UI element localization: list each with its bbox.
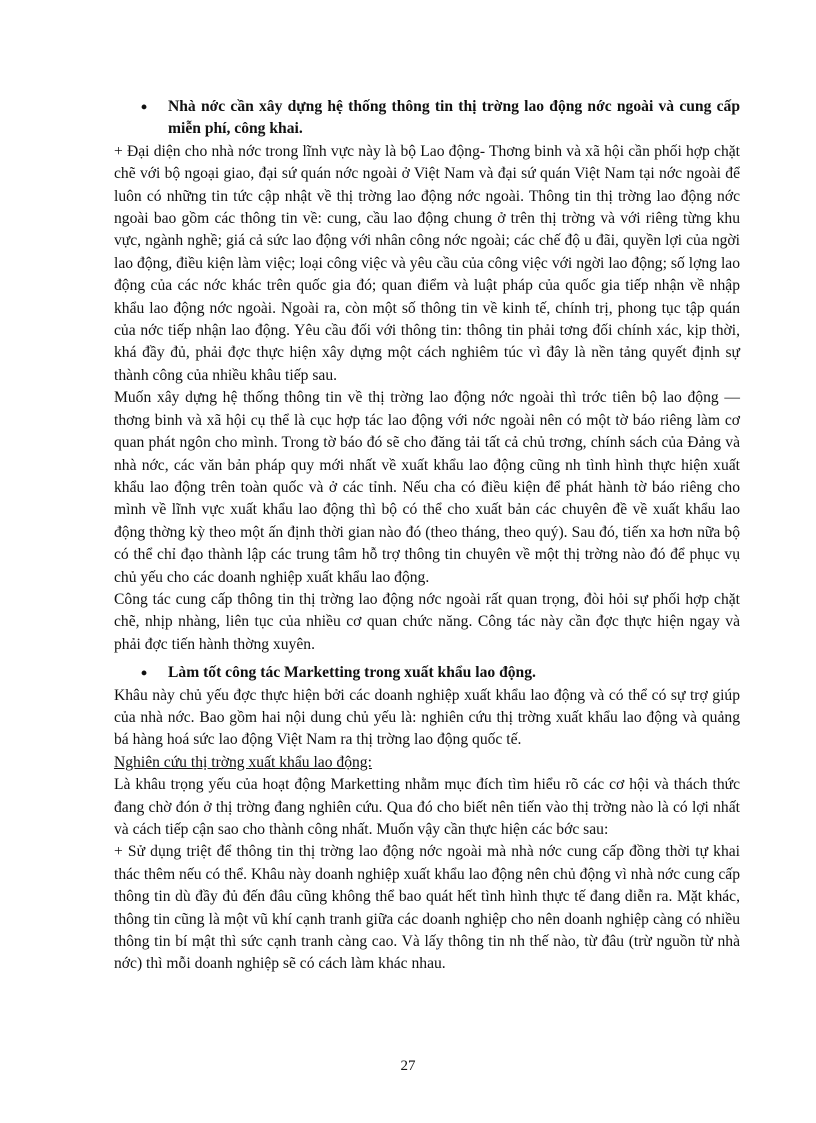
paragraph: Là khâu trọng yếu của hoạt động Marketting nhằm mục đích tìm hiểu rõ các cơ hội và thách thức đang chờ đón ở thị trờng đang nghiên cứu. Qua đó cho biết nên tiến vào thị trờng nào là có lợi nhất và cách tiếp cận sao cho thành công nhất. Muốn vậy cần thực hiện các bớc sau: [114, 776, 740, 838]
heading-marketing [114, 662, 740, 684]
heading-text: Nhà nớc cần xây dựng hệ thống thông tin thị trờng lao động nớc ngoài và cung cấp miễn phí, công khai. [168, 98, 740, 138]
paragraph: Muốn xây dựng hệ thống thông tin về thị trờng lao động nớc ngoài thì trớc tiên bộ lao động — thơng binh và xã hội cụ thể là cục hợp tác lao động với nớc ngoài nên có một tờ báo riêng làm cơ quan phát ngôn cho mình. Trong tờ báo đó sẽ cho đăng tải tất cả chủ trơng, chính sách của Đảng và nhà nớc, các văn bản pháp quy mới nhất về xuất khẩu lao động cũng nh tình hình thực hiện xuất khẩu lao động trên toàn quốc và ở các tỉnh. Nếu cha có điều kiện để phát hành tờ báo riêng cho mình về lĩnh vực xuất khẩu lao động thì bộ có thể cho xuất bản các chuyên đề về xuất khẩu lao động thờng kỳ theo một ấn định thời gian nào đó (theo tháng, theo quý). Sau đó, tiến xa hơn nữa bộ có thể chỉ đạo thành lập các trung tâm hỗ trợ thông tin chuyên về một thị trờng nào đó để phục vụ chủ yếu cho các doanh nghiệp xuất khẩu lao động. [114, 389, 740, 586]
paragraph: + Đại diện cho nhà nớc trong lĩnh vực này là bộ Lao động- Thơng binh và xã hội cần phối hợp chặt chẽ với bộ ngoại giao, đại sứ quán nớc ngoài ở Việt Nam và đại sứ quán Việt Nam tại nớc ngoài để luôn có những tin tức cập nhật về thị trờng lao động nớc ngoài. Thông tin thị trờng lao động nớc ngoài bao gồm các thông tin về: cung, cầu lao động chung ở trên thị trờng và với riêng từng khu vực, ngành nghề; giá cả sức lao động với nhân công nớc ngoài; các chế độ u đãi, quyền lợi của ngời lao động, điều kiện làm việc; loại công việc và yêu cầu của công việc với ngời lao động; số lợng lao động của các nớc khác trên quốc gia đó; quan điểm và luật pháp của quốc gia tiếp nhận về nhập khẩu lao động nớc ngoài. Ngoài ra, còn một số thông tin về kinh tế, chính trị, phong tục tập quán của nớc tiếp nhận lao động. Yêu cầu đối với thông tin: thông tin phải tơng đối chính xác, kịp thời, khá đầy đủ, phải đợc thực hiện xây dựng một cách nghiêm túc vì đây là nền tảng quyết định sự thành công của nhiều khâu tiếp sau. [114, 142, 740, 384]
paragraph: Khâu này chủ yếu đợc thực hiện bởi các doanh nghiệp xuất khẩu lao động và có thể có sự trợ giúp của nhà nớc. Bao gồm hai nội dung chủ yếu là: nghiên cứu thị trờng xuất khẩu lao động và quảng bá hàng hoá sức lao động Việt Nam ra thị trờng lao động quốc tế. [114, 686, 740, 749]
paragraph: Công tác cung cấp thông tin thị trờng lao động nớc ngoài rất quan trọng, đòi hỏi sự phối hợp chặt chẽ, nhịp nhàng, liên tục của nhiều cơ quan chức năng. Công tác này cần đợc thực hiện ngay và phải đợc tiến hành thờng xuyên. [114, 590, 740, 653]
subheading-market-research: Nghiên cứu thị trờng xuất khẩu lao động: [114, 753, 372, 771]
heading-text: Làm tốt công tác Marketting trong xuất khẩu lao động. [168, 664, 536, 682]
document-page [114, 96, 740, 976]
bullet-icon: • [140, 663, 148, 684]
heading-information-system [114, 96, 740, 141]
bullet-icon: • [140, 97, 148, 117]
paragraph: + Sử dụng triệt để thông tin thị trờng lao động nớc ngoài mà nhà nớc cung cấp đồng thời tự khai thác thêm nếu có thể. Khâu này doanh nghiệp xuất khẩu lao động nên chủ động vì nhà nớc cung cấp thông tin dù đầy đủ đến đâu cũng không thể bao quát hết tình hình thực tế đang diễn ra. Mặt khác, thông tin cũng là một vũ khí cạnh tranh giữa các doanh nghiệp cho nên doanh nghiệp càng có nhiều thông tin bí mật thì sức cạnh tranh càng cao. Và lấy thông tin nh thế nào, từ đâu (trừ nguồn từ nhà nớc) thì mỗi doanh nghiệp sẽ có cách làm khác nhau. [114, 843, 740, 973]
page-number: 27 [400, 1058, 416, 1074]
